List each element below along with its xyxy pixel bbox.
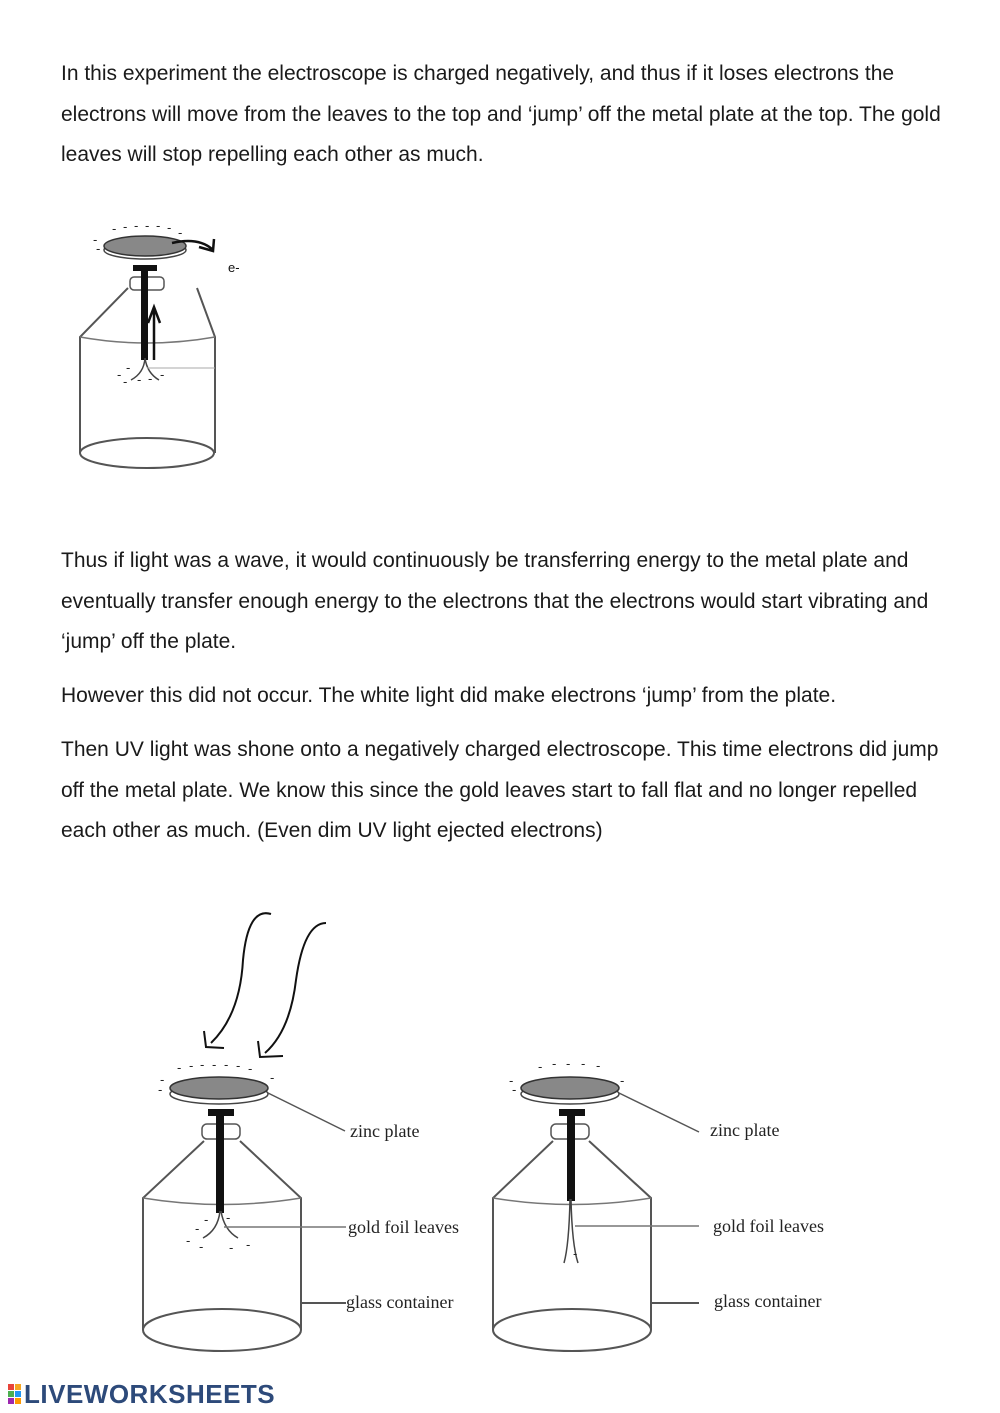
leaf-charges bbox=[573, 1246, 577, 1261]
svg-text:-: - bbox=[96, 241, 101, 256]
paragraph-wave-hypothesis: Thus if light was a wave, it would continuously be transferring energy to the metal plate and eventually transfer enough energy to the electrons that the electrons would start vibrating and ‘jump’ off the plate. bbox=[61, 549, 929, 653]
svg-text:-: - bbox=[552, 1056, 557, 1071]
zinc-plate-pointer bbox=[268, 1093, 345, 1131]
svg-text:-: - bbox=[224, 1057, 229, 1072]
liveworksheets-logo-icon bbox=[8, 1384, 21, 1404]
label-glass-container: glass container bbox=[714, 1291, 822, 1311]
paragraph-uv-light: Then UV light was shone onto a negatively charged electroscope. This time electrons did jump off the metal plate. We know this since the gold leaves start to fall flat and no longer repelled each other as much. (Even dim UV light ejected electrons) bbox=[61, 738, 939, 842]
svg-text:-: - bbox=[167, 220, 172, 235]
svg-text:-: - bbox=[226, 1210, 231, 1225]
metal-plate bbox=[104, 236, 186, 256]
metal-rod bbox=[216, 1115, 224, 1213]
svg-text:-: - bbox=[270, 1070, 275, 1085]
svg-text:-: - bbox=[509, 1073, 514, 1088]
leaf-charges bbox=[117, 360, 164, 389]
jar-base bbox=[493, 1309, 651, 1351]
electroscope-right bbox=[493, 1056, 824, 1351]
svg-text:-: - bbox=[512, 1082, 517, 1097]
figure-uv-electroscopes bbox=[0, 905, 1000, 1365]
leaf-charges bbox=[186, 1210, 250, 1255]
svg-text:-: - bbox=[200, 1057, 205, 1072]
uv-light-arrow-2 bbox=[258, 923, 326, 1057]
svg-text:-: - bbox=[596, 1058, 601, 1073]
svg-text:-: - bbox=[117, 367, 122, 382]
svg-text:-: - bbox=[229, 1240, 234, 1255]
metal-rod bbox=[141, 270, 148, 360]
plate-neck bbox=[208, 1109, 234, 1116]
svg-text:-: - bbox=[123, 219, 128, 234]
electron-flow-arrow bbox=[148, 307, 160, 360]
zinc-plate-pointer bbox=[619, 1093, 699, 1132]
svg-text:-: - bbox=[160, 1072, 165, 1087]
svg-text:-: - bbox=[236, 1058, 241, 1073]
svg-text:-: - bbox=[177, 1060, 182, 1075]
svg-text:-: - bbox=[112, 221, 117, 236]
gold-leaf-left bbox=[564, 1199, 570, 1263]
svg-text:-: - bbox=[195, 1221, 200, 1236]
svg-text:-: - bbox=[573, 1246, 578, 1261]
svg-text:-: - bbox=[160, 367, 165, 382]
zinc-plate bbox=[170, 1077, 268, 1099]
svg-text:-: - bbox=[581, 1056, 586, 1071]
electron-label: e- bbox=[228, 260, 240, 275]
label-zinc-plate: zinc plate bbox=[710, 1120, 780, 1140]
svg-text:-: - bbox=[538, 1059, 543, 1074]
zinc-plate bbox=[521, 1077, 619, 1099]
paragraph-observation: However this did not occur. The white light did make electrons ‘jump’ from the plate. bbox=[61, 684, 837, 707]
metal-rod bbox=[567, 1115, 575, 1201]
footer bbox=[8, 1379, 275, 1409]
svg-text:-: - bbox=[248, 1061, 253, 1076]
jar-base bbox=[143, 1309, 301, 1351]
svg-text:-: - bbox=[123, 374, 128, 389]
label-gold-foil-leaves: gold foil leaves bbox=[348, 1217, 459, 1237]
liveworksheets-brand[interactable]: LIVEWORKSHEETS bbox=[24, 1378, 276, 1409]
svg-text:-: - bbox=[137, 372, 142, 387]
svg-text:-: - bbox=[246, 1237, 251, 1252]
svg-text:-: - bbox=[566, 1056, 571, 1071]
figure-electroscope-charged bbox=[0, 215, 260, 505]
svg-text:-: - bbox=[156, 218, 161, 233]
label-zinc-plate: zinc plate bbox=[350, 1121, 420, 1141]
svg-text:-: - bbox=[199, 1239, 204, 1254]
plate-neck bbox=[559, 1109, 585, 1116]
svg-text:-: - bbox=[158, 1082, 163, 1097]
svg-text:-: - bbox=[148, 371, 153, 386]
svg-text:-: - bbox=[186, 1233, 191, 1248]
svg-text:-: - bbox=[145, 218, 150, 233]
svg-text:-: - bbox=[620, 1073, 625, 1088]
svg-text:-: - bbox=[189, 1058, 194, 1073]
svg-text:-: - bbox=[134, 218, 139, 233]
uv-light-arrow-1 bbox=[204, 913, 271, 1048]
label-gold-foil-leaves: gold foil leaves bbox=[713, 1216, 824, 1236]
svg-text:-: - bbox=[93, 232, 98, 247]
svg-text:-: - bbox=[178, 225, 183, 240]
svg-text:-: - bbox=[204, 1212, 209, 1227]
svg-text:-: - bbox=[126, 360, 131, 375]
svg-text:-: - bbox=[212, 1057, 217, 1072]
paragraph-intro: In this experiment the electroscope is charged negatively, and thus if it loses electrons the electrons will move from the leaves to the top and ‘jump’ off the metal plate at the top. The gold leaves will stop repelling each other as much. bbox=[61, 62, 941, 166]
electroscope-left bbox=[143, 1057, 459, 1351]
jar-base bbox=[80, 438, 214, 468]
label-glass-container: glass container bbox=[346, 1292, 454, 1312]
